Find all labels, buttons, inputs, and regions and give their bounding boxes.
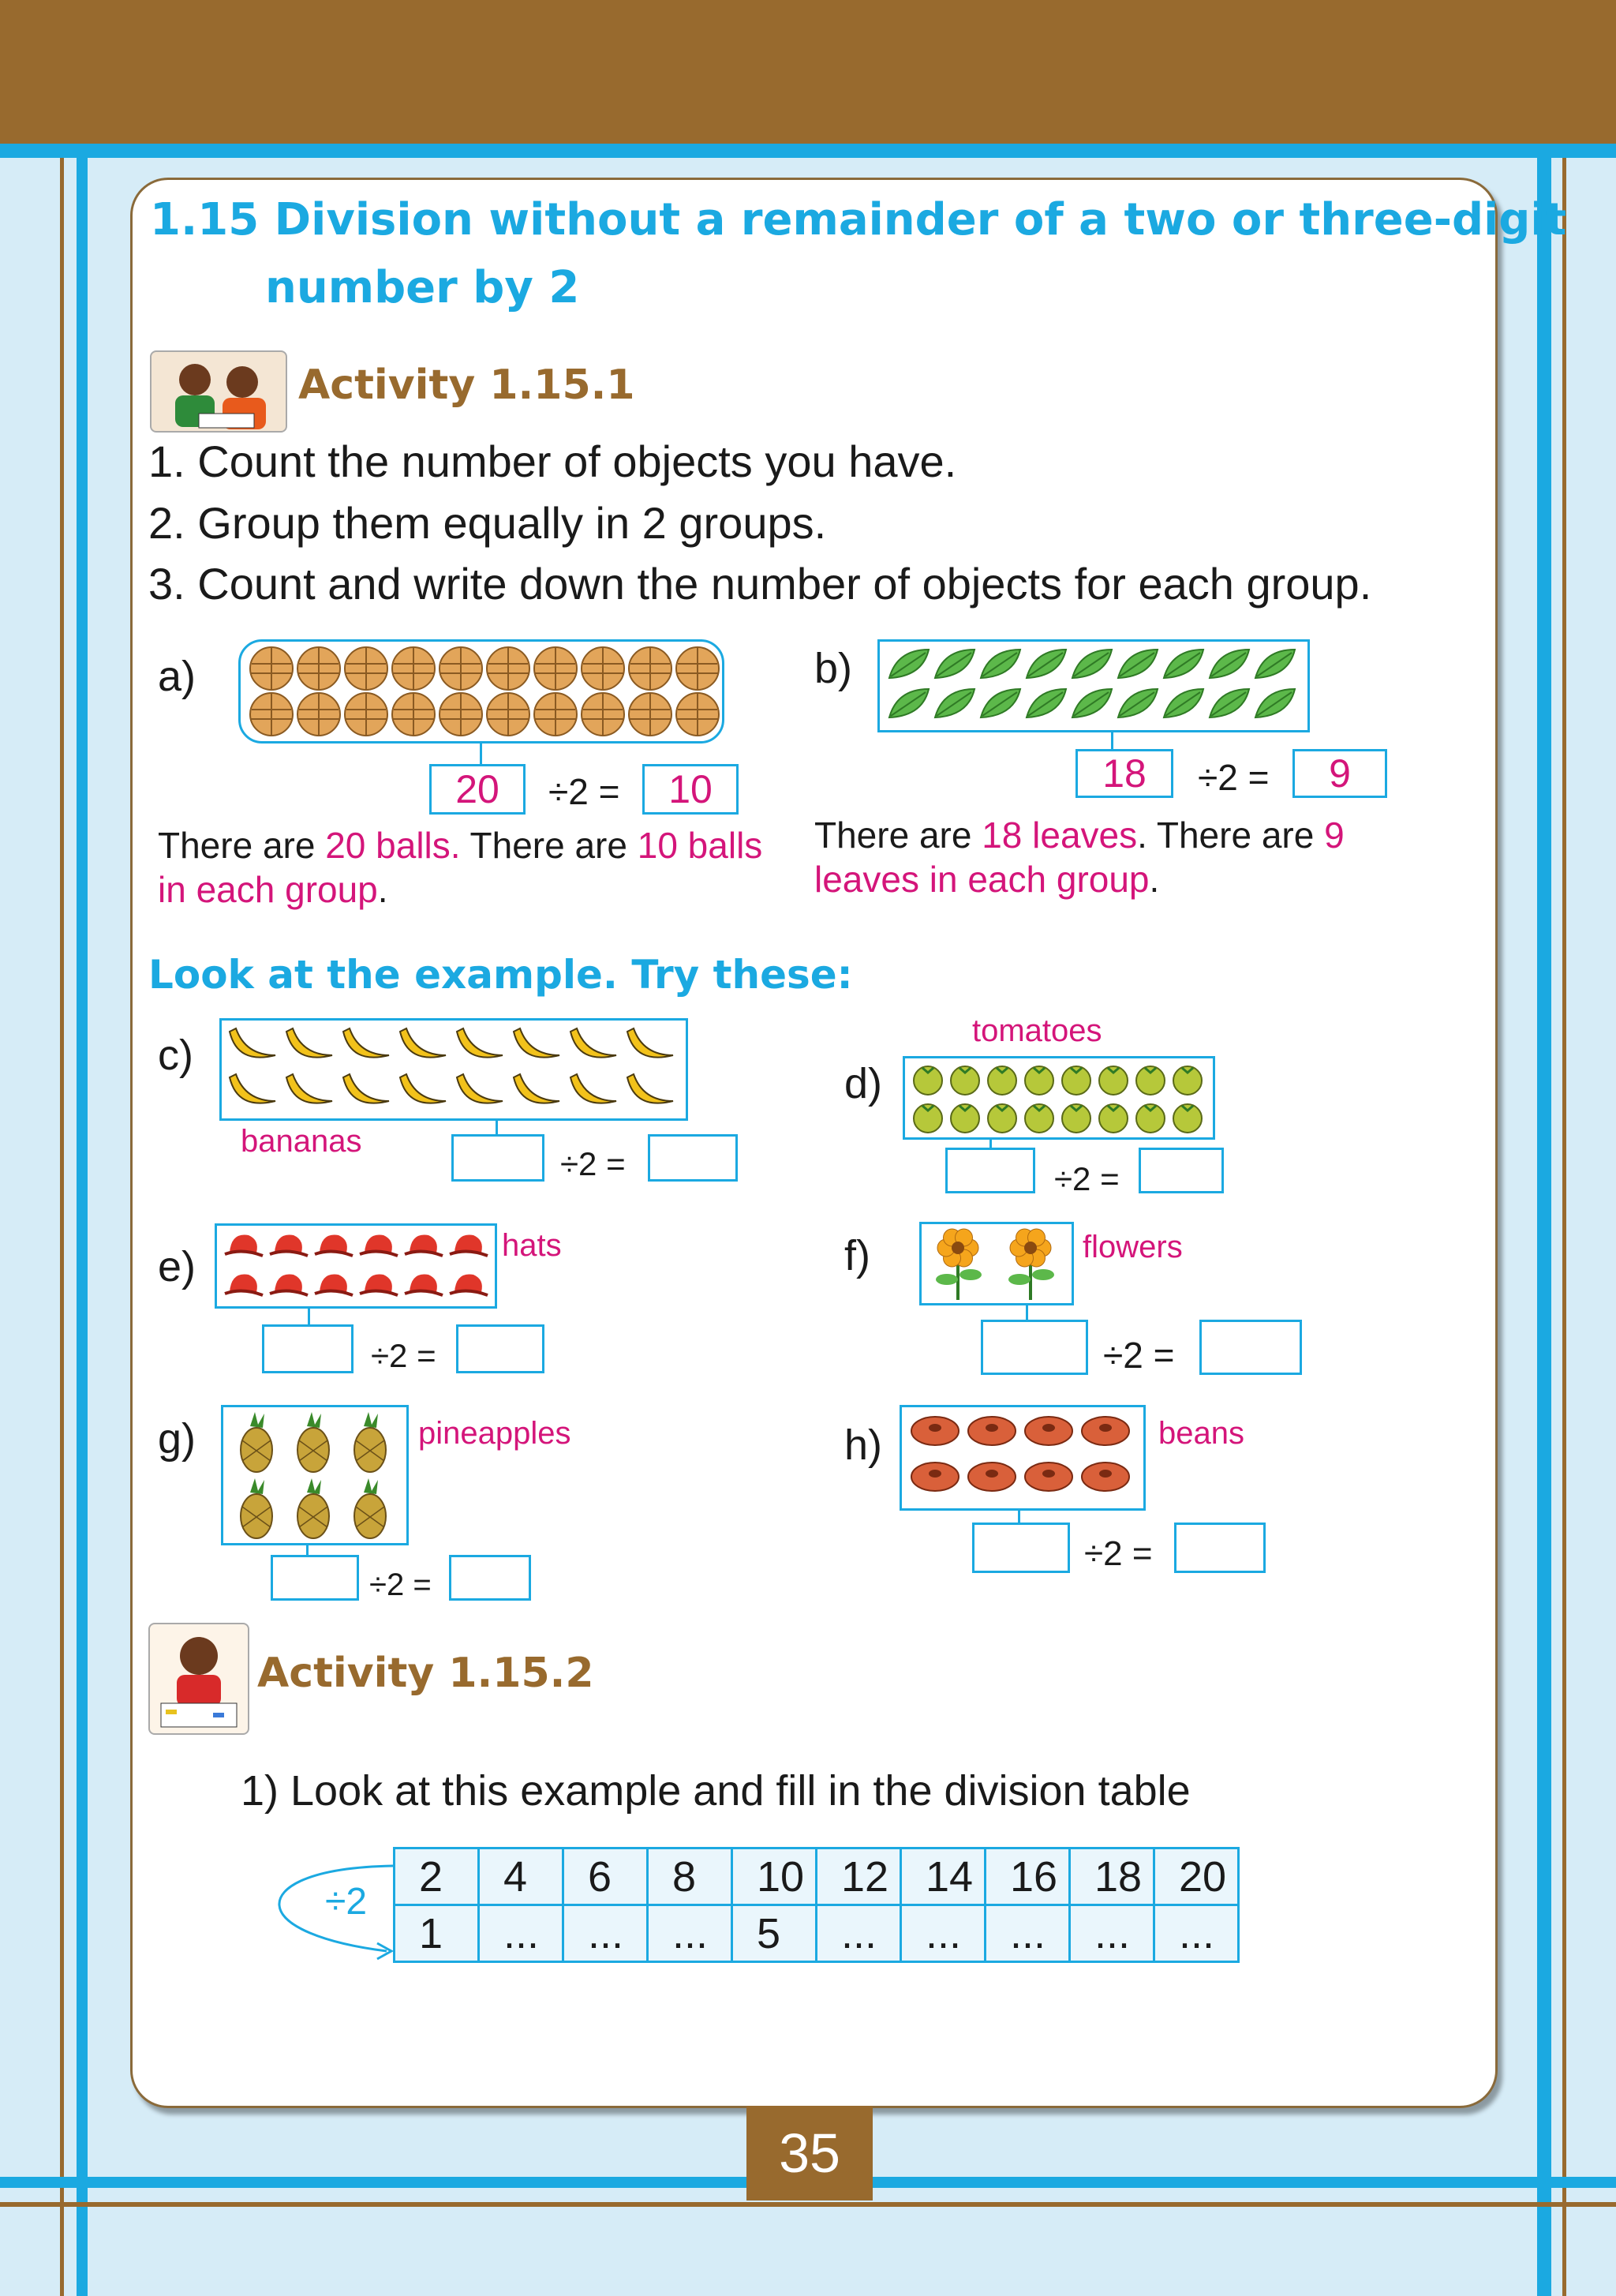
banana-icon (627, 1074, 673, 1103)
banana-icon (343, 1028, 389, 1058)
ball-icon (345, 647, 387, 690)
leaf-icon (889, 689, 929, 717)
ball-icon (676, 693, 719, 736)
step-3: 3. Count and write down the number of objects for each group. (148, 559, 1372, 609)
exercise-d-total-input[interactable] (945, 1148, 1035, 1193)
beans-illustration (902, 1407, 1143, 1508)
table-cell: 4 (479, 1848, 563, 1905)
ball-icon (629, 693, 671, 736)
exercise-c-object: bananas (241, 1124, 362, 1159)
bean-icon (1082, 1417, 1129, 1445)
tomato-icon (914, 1066, 942, 1095)
exercise-d-result-input[interactable] (1139, 1148, 1224, 1193)
leaf-icon (935, 650, 974, 678)
table-cell: 16 (986, 1848, 1070, 1905)
child-drawing-illustration (148, 1623, 249, 1735)
tomato-icon (1173, 1104, 1202, 1133)
ball-icon (392, 647, 435, 690)
banana-icon (514, 1074, 559, 1103)
exercise-e-operator: ÷2 = (371, 1337, 436, 1374)
example-a-connector (480, 743, 482, 766)
exercise-f-total-input[interactable] (981, 1320, 1088, 1375)
left-rule-brown (60, 158, 64, 2296)
leaf-icon (1164, 689, 1203, 717)
pineapple-icon (241, 1412, 272, 1472)
banana-icon (343, 1074, 389, 1103)
ball-icon (345, 693, 387, 736)
flower-icon (936, 1229, 982, 1300)
example-b-sentence: There are 18 leaves. There are 9 leaves in each group. (814, 815, 1345, 900)
ball-icon (534, 647, 577, 690)
example-b-operator: ÷2 = (1198, 757, 1270, 798)
exercise-g-object: pineapples (418, 1416, 571, 1451)
leaf-icon (981, 689, 1020, 717)
activity-2-instruction: 1) Look at this example and fill in the division table (241, 1767, 1191, 1815)
leaf-icon (1255, 650, 1295, 678)
exercise-f-object: flowers (1083, 1230, 1183, 1264)
hat-icon (315, 1234, 353, 1256)
hat-icon (360, 1274, 398, 1295)
bean-icon (1082, 1463, 1129, 1491)
table-cell: 20 (1154, 1848, 1239, 1905)
example-a-sentence: There are 20 balls. There are 10 balls in each group. (158, 825, 763, 910)
leaf-icon (935, 689, 974, 717)
leaf-icon (1118, 689, 1158, 717)
ball-icon (440, 647, 482, 690)
exercise-d-label: d) (844, 1060, 883, 1107)
ball-icon (440, 693, 482, 736)
exercise-d-object: tomatoes (972, 1013, 1102, 1048)
banana-icon (570, 1074, 616, 1103)
table-cell-input[interactable]: ... (901, 1905, 986, 1962)
ball-icon (676, 647, 719, 690)
table-cell: 18 (1070, 1848, 1154, 1905)
flowers-group-frame (919, 1222, 1074, 1305)
leaf-icon (1072, 689, 1112, 717)
example-b-label: b) (814, 645, 853, 692)
try-these-heading: Look at the example. Try these: (148, 952, 853, 998)
ball-icon (582, 693, 624, 736)
example-a-total-box: 20 (429, 764, 526, 815)
ball-icon (582, 647, 624, 690)
table-row-quotients (395, 1905, 1239, 1962)
step-1: 1. Count the number of objects you have. (148, 436, 957, 486)
exercise-f-operator: ÷2 = (1103, 1335, 1175, 1376)
activity-1-heading: Activity 1.15.1 (298, 361, 635, 409)
pineapples-illustration (223, 1407, 406, 1543)
banana-icon (286, 1074, 332, 1103)
banana-icon (230, 1028, 275, 1058)
pineapple-icon (297, 1412, 329, 1472)
section-title-line1: 1.15 Division without a remainder of a two or three-digit (150, 194, 1567, 245)
beans-group-frame (900, 1405, 1146, 1511)
tomato-icon (1025, 1104, 1053, 1133)
exercise-e-connector (308, 1309, 310, 1326)
section-title-line2: number by 2 (265, 262, 580, 313)
banana-icon (286, 1028, 332, 1058)
leaf-icon (1118, 650, 1158, 678)
top-banner (0, 0, 1616, 144)
exercise-c-label: c) (158, 1032, 193, 1079)
exercise-e-total-input[interactable] (262, 1324, 354, 1373)
banana-icon (230, 1074, 275, 1103)
example-a-label: a) (158, 653, 196, 700)
banana-icon (514, 1028, 559, 1058)
exercise-f-label: f) (844, 1232, 870, 1279)
hat-icon (270, 1274, 308, 1295)
tomato-icon (951, 1104, 979, 1133)
ball-icon (534, 693, 577, 736)
tomato-icon (1062, 1104, 1090, 1133)
table-cell-input[interactable]: ... (1070, 1905, 1154, 1962)
example-b-result-box: 9 (1292, 749, 1387, 798)
example-a-result-box: 10 (642, 764, 739, 815)
table-cell-input[interactable]: ... (479, 1905, 563, 1962)
ball-icon (487, 693, 529, 736)
pineapple-icon (354, 1412, 386, 1472)
hat-icon (450, 1274, 488, 1295)
ball-icon (392, 693, 435, 736)
leaf-icon (1255, 689, 1295, 717)
table-cell-input[interactable]: ... (986, 1905, 1070, 1962)
hat-icon (405, 1234, 443, 1256)
banana-icon (457, 1074, 503, 1103)
ball-icon (629, 647, 671, 690)
division-table (393, 1847, 1240, 1963)
bottom-rule-brown (0, 2202, 1616, 2207)
leaf-icon (1027, 650, 1066, 678)
table-cell: 10 (732, 1848, 817, 1905)
exercise-h-total-input[interactable] (972, 1523, 1070, 1573)
table-cell: 6 (563, 1848, 648, 1905)
table-cell: 14 (901, 1848, 986, 1905)
right-rule-blue (1537, 158, 1551, 2296)
tomato-icon (988, 1066, 1016, 1095)
exercise-h-object: beans (1158, 1416, 1244, 1451)
top-rule (0, 144, 1616, 158)
banana-icon (627, 1028, 673, 1058)
left-rule-blue (77, 158, 88, 2296)
page-number: 35 (746, 2106, 873, 2200)
hat-icon (450, 1234, 488, 1256)
pineapple-icon (241, 1478, 272, 1538)
exercise-e-result-input[interactable] (456, 1324, 544, 1373)
ball-icon (487, 647, 529, 690)
bean-icon (968, 1417, 1016, 1445)
banana-icon (457, 1028, 503, 1058)
exercise-h-label: h) (844, 1421, 883, 1469)
banana-icon (400, 1028, 446, 1058)
exercise-c-result-input[interactable] (648, 1134, 738, 1182)
hats-illustration (217, 1226, 495, 1306)
table-cell-input[interactable]: ... (648, 1905, 732, 1962)
example-b-total-box: 18 (1075, 749, 1173, 798)
tomato-icon (1136, 1104, 1165, 1133)
table-cell-input[interactable]: ... (563, 1905, 648, 1962)
pineapples-group-frame (221, 1405, 409, 1545)
banana-icon (570, 1028, 616, 1058)
bean-icon (1025, 1417, 1072, 1445)
table-cell: 12 (817, 1848, 901, 1905)
tomatoes-group-frame (903, 1056, 1215, 1140)
hat-icon (225, 1274, 263, 1295)
exercise-h-result-input[interactable] (1174, 1523, 1266, 1573)
exercise-c-total-input[interactable] (451, 1134, 544, 1182)
tomato-icon (1136, 1066, 1165, 1095)
tomato-icon (988, 1104, 1016, 1133)
activity-2-heading: Activity 1.15.2 (257, 1650, 594, 1697)
exercise-e-label: e) (158, 1243, 196, 1290)
balls-illustration (241, 642, 722, 741)
example-a-operator: ÷2 = (548, 771, 620, 812)
leaf-icon (1210, 650, 1249, 678)
tomato-icon (1099, 1066, 1128, 1095)
exercise-c-operator: ÷2 = (560, 1145, 626, 1182)
ball-icon (250, 693, 293, 736)
bananas-group-frame (219, 1018, 688, 1121)
flower-icon (1008, 1229, 1054, 1300)
exercise-d-operator: ÷2 = (1054, 1160, 1120, 1197)
exercise-g-operator: ÷2 = (369, 1567, 432, 1602)
leaf-icon (1164, 650, 1203, 678)
exercise-f-connector (1026, 1305, 1028, 1321)
exercise-g-total-input[interactable] (271, 1555, 359, 1601)
ball-icon (297, 647, 340, 690)
table-cell-input[interactable]: ... (1154, 1905, 1239, 1962)
leaf-icon (981, 650, 1020, 678)
ball-icon (250, 647, 293, 690)
table-cell: 8 (648, 1848, 732, 1905)
tomato-icon (951, 1066, 979, 1095)
tomato-icon (914, 1104, 942, 1133)
hat-icon (315, 1274, 353, 1295)
tomatoes-illustration (905, 1058, 1213, 1137)
leaves-illustration (880, 642, 1307, 730)
pineapple-icon (354, 1478, 386, 1538)
hat-icon (405, 1274, 443, 1295)
step-2: 2. Group them equally in 2 groups. (148, 498, 827, 548)
bean-icon (968, 1463, 1016, 1491)
table-cell: 2 (395, 1848, 479, 1905)
table-row-dividends (395, 1848, 1239, 1905)
children-reading-illustration (150, 350, 287, 433)
leaves-group-frame (877, 639, 1310, 732)
banana-icon (400, 1074, 446, 1103)
bean-icon (911, 1463, 959, 1491)
tomato-icon (1099, 1104, 1128, 1133)
exercise-g-result-input[interactable] (449, 1555, 531, 1601)
leaf-icon (889, 650, 929, 678)
leaf-icon (1072, 650, 1112, 678)
hat-icon (360, 1234, 398, 1256)
tomato-icon (1173, 1066, 1202, 1095)
table-cell: 1 (395, 1905, 479, 1962)
table-cell-input[interactable]: ... (817, 1905, 901, 1962)
bananas-illustration (222, 1021, 686, 1118)
bean-icon (1025, 1463, 1072, 1491)
exercise-g-label: g) (158, 1415, 196, 1463)
right-rule-brown (1562, 158, 1566, 2296)
hat-icon (270, 1234, 308, 1256)
pineapple-icon (297, 1478, 329, 1538)
hat-icon (225, 1234, 263, 1256)
exercise-e-object: hats (502, 1228, 562, 1263)
table-cell: 5 (732, 1905, 817, 1962)
flowers-illustration (922, 1224, 1072, 1303)
ball-icon (297, 693, 340, 736)
balls-group-frame (238, 639, 724, 743)
bean-icon (911, 1417, 959, 1445)
exercise-f-result-input[interactable] (1199, 1320, 1302, 1375)
exercise-h-operator: ÷2 = (1084, 1534, 1153, 1573)
hats-group-frame (215, 1223, 497, 1309)
leaf-icon (1210, 689, 1249, 717)
divide-by-2-label: ÷2 (325, 1881, 368, 1923)
tomato-icon (1062, 1066, 1090, 1095)
leaf-icon (1027, 689, 1066, 717)
tomato-icon (1025, 1066, 1053, 1095)
